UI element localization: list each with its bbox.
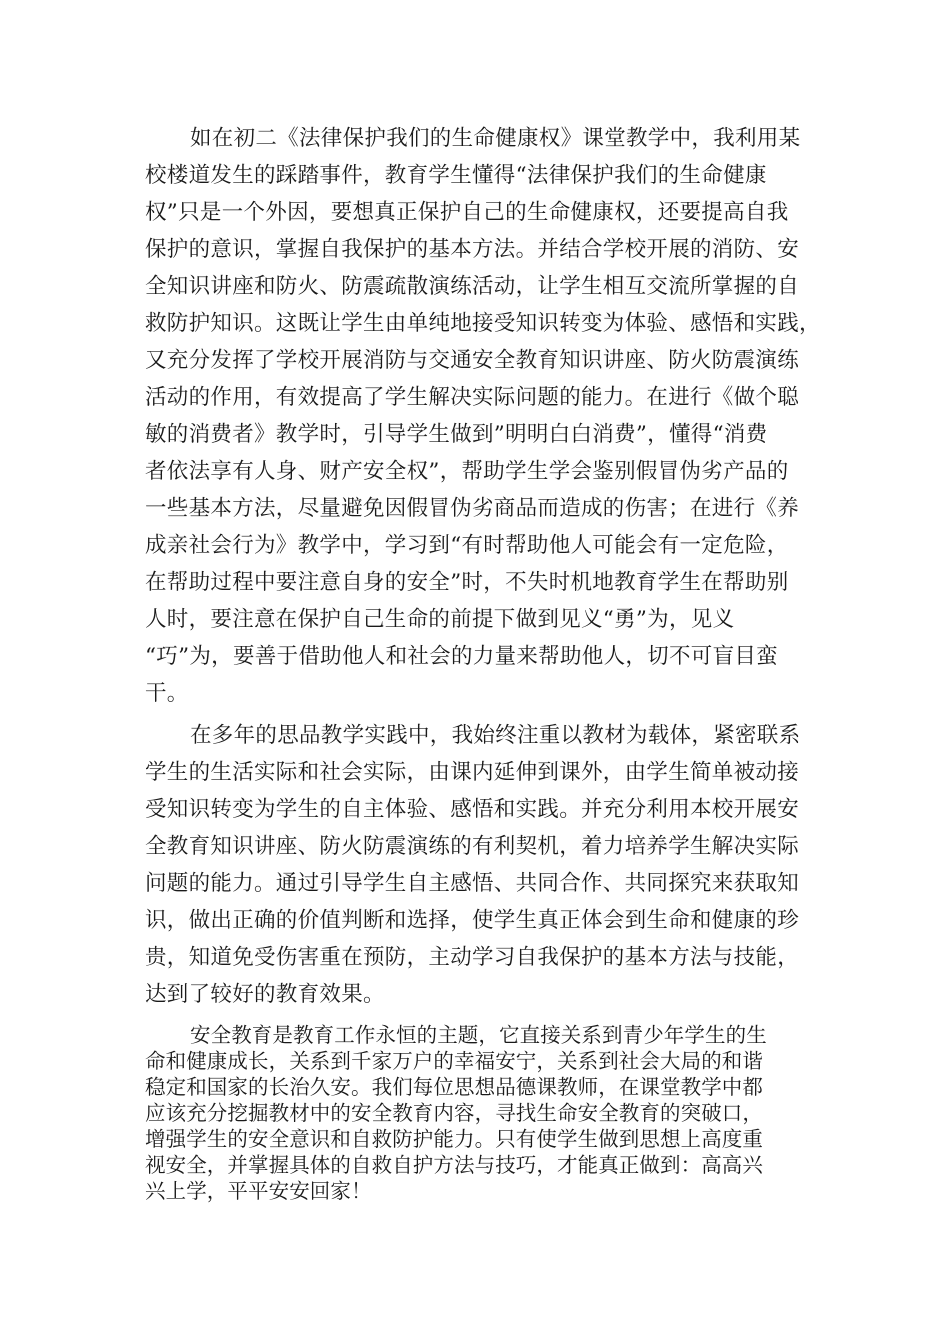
text-line: 学生的生活实际和社会实际，由课内延伸到课外，由学生简单被动接 [145, 760, 800, 785]
text-line: 在多年的思品教学实践中，我始终注重以教材为载体，紧密联系 [190, 723, 801, 748]
text-line: “巧”为，要善于借助他人和社会的力量来帮助他人，切不可盲目蛮 [145, 644, 778, 669]
text-line: 应该充分挖掘教材中的安全教育内容，寻找生命安全教育的突破口， [145, 1101, 763, 1125]
text-line: 在帮助过程中要注意自身的安全”时，不失时机地教育学生在帮助别 [145, 570, 789, 595]
text-line: 增强学生的安全意识和自救防护能力。只有使学生做到思想上高度重 [145, 1127, 763, 1151]
text-line: 安全教育是教育工作永恒的主题，它直接关系到青少年学生的生 [190, 1023, 767, 1047]
text-line: 保护的意识，掌握自我保护的基本方法。并结合学校开展的消防、安 [145, 237, 800, 262]
text-line: 人时，要注意在保护自己生命的前提下做到见义“勇”为，见义 [145, 607, 735, 632]
text-line: 如在初二《法律保护我们的生命健康权》课堂教学中，我利用某 [190, 126, 801, 151]
text-line: 干。 [145, 681, 189, 706]
text-line: 敏的消费者》教学时，引导学生做到”明明白白消费”，懂得“消费 [145, 422, 768, 447]
text-line: 兴上学，平平安安回家！ [145, 1179, 372, 1203]
text-line: 又充分发挥了学校开展消防与交通安全教育知识讲座、防火防震演练 [145, 348, 800, 373]
text-line: 达到了较好的教育效果。 [145, 982, 385, 1007]
text-line: 全知识讲座和防火、防震疏散演练活动，让学生相互交流所掌握的自 [145, 274, 800, 299]
text-line: 识，做出正确的价值判断和选择，使学生真正体会到生命和健康的珍 [145, 908, 800, 933]
text-line: 权”只是一个外因，要想真正保护自己的生命健康权，还要提高自我 [145, 200, 789, 225]
text-line: 成亲社会行为》教学中，学习到“有时帮助他人可能会有一定危险， [145, 533, 789, 558]
text-line: 全教育知识讲座、防火防震演练的有利契机，着力培养学生解决实际 [145, 834, 800, 859]
text-line: 活动的作用，有效提高了学生解决实际问题的能力。在进行《做个聪 [145, 385, 800, 410]
text-line: 命和健康成长，关系到千家万户的幸福安宁，关系到社会大局的和谐 [145, 1049, 763, 1073]
text-line: 救防护知识。这既让学生由单纯地接受知识转变为体验、感悟和实践， [145, 311, 821, 336]
text-line: 校楼道发生的踩踏事件，教育学生懂得“法律保护我们的生命健康 [145, 163, 767, 188]
text-line: 问题的能力。通过引导学生自主感悟、共同合作、共同探究来获取知 [145, 871, 800, 896]
text-line: 视安全，并掌握具体的自救自护方法与技巧，才能真正做到：高高兴 [145, 1153, 763, 1177]
text-line: 一些基本方法，尽量避免因假冒伪劣商品而造成的伤害；在进行《养 [145, 496, 800, 521]
text-line: 贵，知道免受伤害重在预防，主动学习自我保护的基本方法与技能， [145, 945, 800, 970]
text-line: 者依法享有人身、财产安全权”，帮助学生学会鉴别假冒伪劣产品的 [145, 459, 789, 484]
text-line: 稳定和国家的长治久安。我们每位思想品德课教师，在课堂教学中都 [145, 1075, 763, 1099]
text-line: 受知识转变为学生的自主体验、感悟和实践。并充分利用本校开展安 [145, 797, 800, 822]
